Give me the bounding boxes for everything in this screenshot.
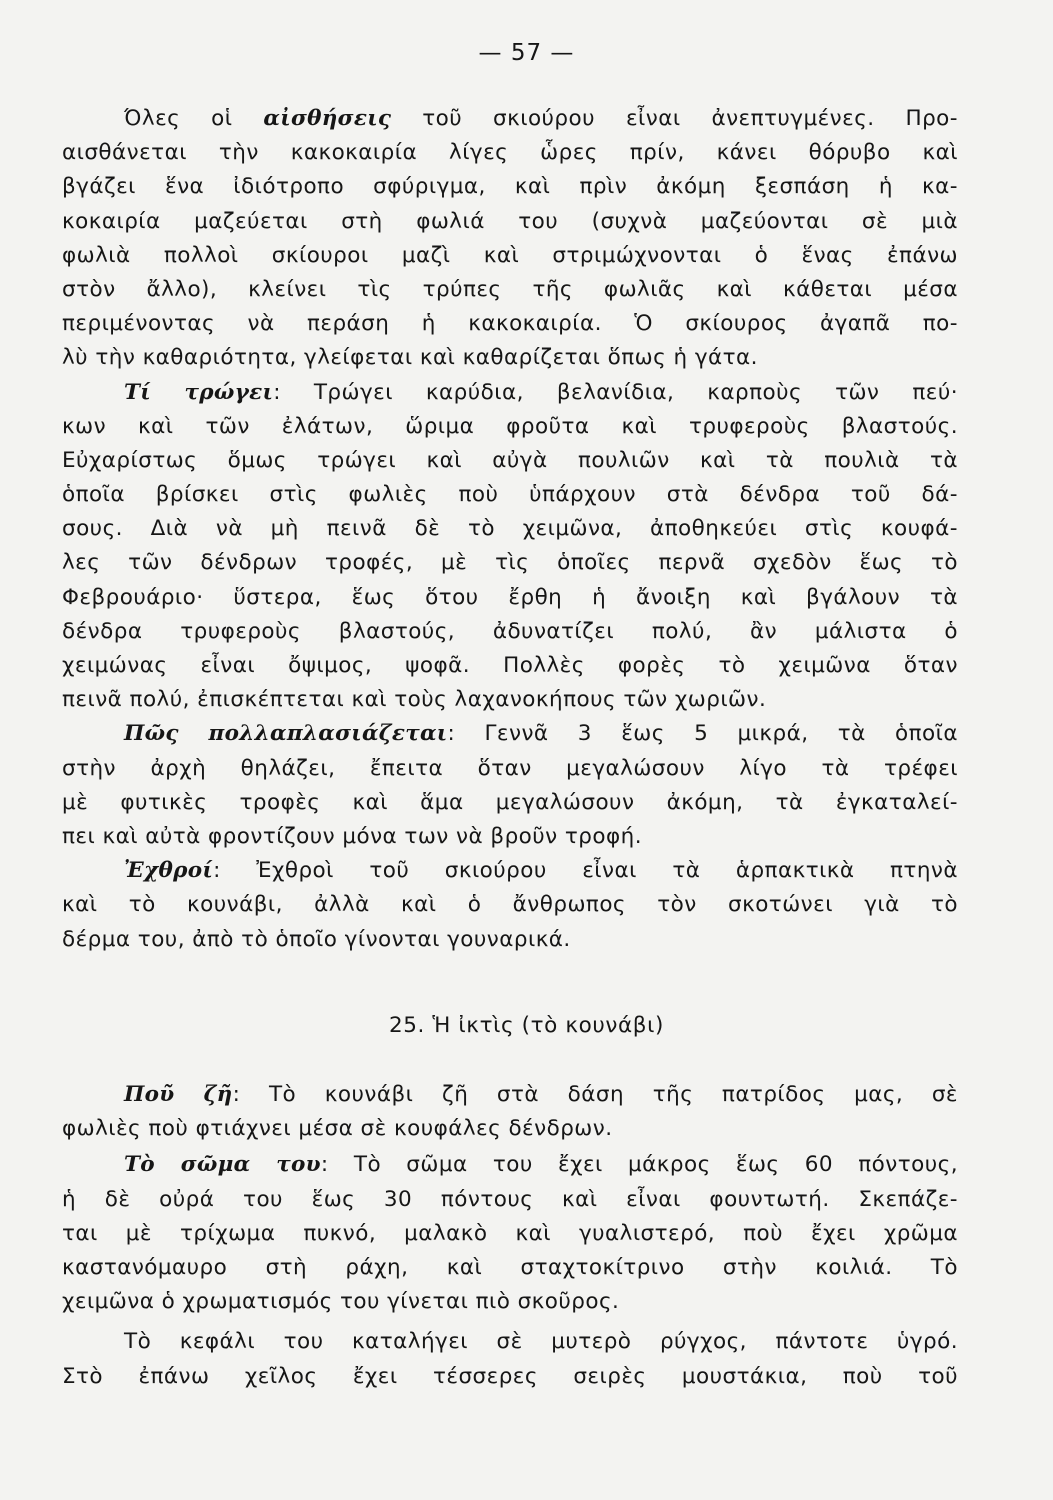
paragraph-reproduction-line: στὴν ἀρχὴ θηλάζει, ἔπειτα ὅταν μεγαλώσουν λίγο τὰ τρέφει [62, 755, 958, 781]
paragraph-body-line: καστανόμαυρο στὴ ράχη, καὶ σταχτοκίτρινο στὴν κοιλιά. Τὸ [62, 1254, 958, 1280]
paragraph-senses-line: περιμένοντας νὰ περάση ἡ κακοκαιρία. Ὁ σκίουρος ἀγαπᾶ πο- [62, 311, 958, 337]
paragraph-senses-line: λὺ τὴν καθαριότητα, γλείφεται καὶ καθαρίζεται ὅπως ἡ γάτα. [62, 345, 758, 371]
term-habitat: Ποῦ ζῆ [124, 1082, 233, 1107]
paragraph-head-line: Στὸ ἐπάνω χεῖλος ἔχει τέσσερες σειρὲς μουστάκια, ποὺ τοῦ [62, 1363, 958, 1389]
paragraph-diet-line: δένδρα τρυφεροὺς βλαστούς, ἀδυνατίζει πολύ, ἂν μάλιστα ὁ [62, 618, 958, 644]
paragraph-diet-line: Εὐχαρίστως ὅμως τρώγει καὶ αὐγὰ πουλιῶν καὶ τὰ πουλιὰ τὰ [62, 447, 958, 473]
paragraph-body-line: ται μὲ τρίχωμα πυκνό, μαλακὸ καὶ γυαλιστερό, ποὺ ἔχει χρῶμα [62, 1220, 958, 1246]
paragraph-enemies-line: καὶ τὸ κουνάβι, ἀλλὰ καὶ ὁ ἄνθρωπος τὸν σκοτώνει γιὰ τὸ [62, 892, 958, 918]
term-enemies: Ἐχθροί [124, 858, 214, 884]
paragraph-enemies-line-1 [62, 854, 958, 888]
paragraph-habitat-line-1 [62, 1078, 958, 1112]
paragraph-enemies-rest: : Ἐχθροὶ τοῦ σκιούρου εἶναι τὰ ἁρπακτικὰ πτηνὰ [213, 858, 958, 884]
section-heading: 25. Ἡ ἰκτὶς (τὸ κουνάβι) [389, 1013, 664, 1038]
paragraph-diet-rest: : Τρώγει καρύδια, βελανίδια, καρποὺς τῶν πεύ· [273, 379, 958, 405]
paragraph-reproduction-line: μὲ φυτικὲς τροφὲς καὶ ἅμα μεγαλώσουν ἀκόμη, τὰ ἐγκαταλεί- [62, 789, 958, 815]
paragraph-senses-line: κοκαιρία μαζεύεται στὴ φωλιά του (συχνὰ μαζεύονται σὲ μιὰ [62, 208, 958, 234]
squirrel-text-block [62, 102, 958, 957]
term-diet: Τί τρώγει [124, 379, 274, 405]
paragraph-diet-line: πεινᾶ πολύ, ἐπισκέπτεται καὶ τοὺς λαχανοκήπους τῶν χωριῶν. [62, 687, 767, 713]
paragraph-reproduction-rest: : Γεννᾶ 3 ἕως 5 μικρά, τὰ ὁποῖα [447, 721, 958, 747]
paragraph-diet-line-1 [62, 376, 958, 410]
paragraph-senses-start: Όλες οἱ [124, 106, 264, 131]
paragraph-body-line: ἡ δὲ οὐρά του ἕως 30 πόντους καὶ εἶναι φουντωτή. Σκεπάζε- [62, 1186, 958, 1212]
paragraph-diet-line: λες τῶν δένδρων τροφές, μὲ τὶς ὁποῖες περνᾶ σχεδὸν ἕως τὸ [62, 550, 958, 576]
paragraph-senses-rest: τοῦ σκιούρου εἶναι ἀνεπτυγμένες. Προ- [391, 106, 958, 131]
term-senses: αἰσθήσεις [263, 106, 392, 131]
paragraph-diet-line: ὁποῖα βρίσκει στὶς φωλιὲς ποὺ ὑπάρχουν στὰ δένδρα τοῦ δά- [62, 482, 958, 508]
term-reproduction: Πῶς πολλαπλασιάζεται [124, 721, 448, 747]
term-body: Τὸ σῶμα του [124, 1152, 321, 1178]
marten-text-block [62, 1078, 958, 1394]
paragraph-senses-line-1 [62, 102, 958, 136]
paragraph-enemies-line: δέρμα του, ἀπὸ τὸ ὁποῖο γίνονται γουναρικά. [62, 926, 571, 952]
paragraph-senses-line: βγάζει ἕνα ἰδιότροπο σφύριγμα, καὶ πρὶν ἀκόμη ξεσπάση ἡ κα- [62, 174, 958, 200]
paragraph-habitat-line: φωλιὲς ποὺ φτιάχνει μέσα σὲ κουφάλες δένδρων. [62, 1116, 613, 1142]
paragraph-senses-line: αισθάνεται τὴν κακοκαιρία λίγες ὧρες πρίν, κάνει θόρυβο καὶ [62, 140, 958, 166]
paragraph-body-line: χειμῶνα ὁ χρωματισμός του γίνεται πιὸ σκοῦρος. [62, 1289, 620, 1315]
paragraph-body-line-1 [62, 1148, 958, 1182]
paragraph-head-line: Τὸ κεφάλι του καταλήγει σὲ μυτερὸ ρύγχος, πάντοτε ὑγρό. [124, 1329, 958, 1355]
paragraph-diet-line: κων καὶ τῶν ἐλάτων, ὥριμα φροῦτα καὶ τρυφεροὺς βλαστούς. [62, 413, 958, 439]
paragraph-senses-line: στὸν ἄλλο), κλείνει τὶς τρύπες τῆς φωλιᾶς καὶ κάθεται μέσα [62, 276, 958, 302]
paragraph-senses-line: φωλιὰ πολλοὶ σκίουροι μαζὶ καὶ στριμώχνονται ὁ ἕνας ἐπάνω [62, 242, 958, 268]
paragraph-reproduction-line: πει καὶ αὐτὰ φροντίζουν μόνα των νὰ βροῦν τροφή. [62, 823, 642, 849]
paragraph-diet-line: χειμώνας εἶναι ὄψιμος, ψοφᾶ. Πολλὲς φορὲς τὸ χειμῶνα ὅταν [62, 653, 958, 678]
paragraph-diet-line: Φεβρουάριο· ὕστερα, ἕως ὅτου ἔρθη ἡ ἄνοιξη καὶ βγάλουν τὰ [62, 584, 958, 610]
paragraph-body-rest: : Τὸ σῶμα του ἔχει μάκρος ἕως 60 πόντους, [320, 1152, 958, 1178]
paragraph-habitat-rest: : Τὸ κουνάβι ζῆ στὰ δάση τῆς πατρίδος μας, σὲ [232, 1082, 958, 1107]
paragraph-diet-line: σους. Διὰ νὰ μὴ πεινᾶ δὲ τὸ χειμῶνα, ἀποθηκεύει στὶς κουφά- [62, 516, 958, 542]
page-number: — 57 — [478, 40, 575, 66]
paragraph-reproduction-line-1 [62, 717, 958, 751]
